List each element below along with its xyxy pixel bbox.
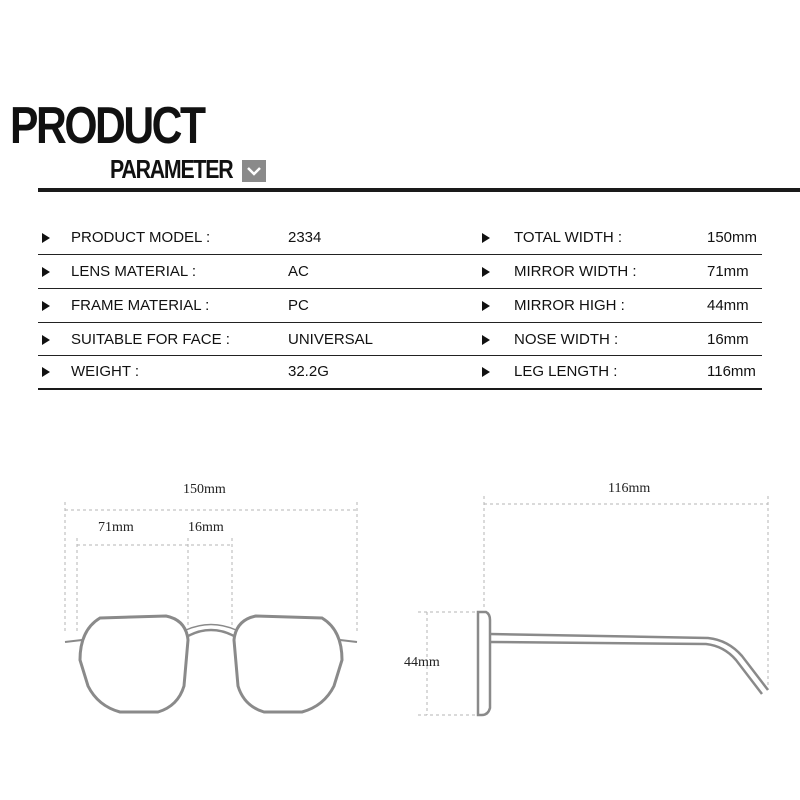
- dim-label-leg-length: 116mm: [608, 481, 651, 496]
- param-value: 71mm: [707, 263, 749, 280]
- param-value: PC: [288, 297, 309, 314]
- param-label: LENS MATERIAL :: [71, 263, 197, 280]
- param-label: MIRROR WIDTH :: [514, 263, 637, 280]
- dim-label-lens-width: 71mm: [98, 520, 134, 535]
- parameter-subtitle: PARAMETER: [110, 154, 233, 184]
- param-label: MIRROR HIGH :: [514, 297, 625, 314]
- dim-label-lens-height: 44mm: [404, 655, 440, 670]
- param-value: 2334: [288, 229, 322, 246]
- dim-label-total-width: 150mm: [183, 482, 226, 497]
- glasses-front-view: [65, 616, 357, 712]
- param-label: LEG LENGTH :: [514, 363, 618, 380]
- param-value: AC: [288, 263, 309, 280]
- dim-label-nose-width: 16mm: [188, 520, 224, 535]
- param-label: FRAME MATERIAL :: [71, 297, 210, 314]
- glasses-side-view: [478, 612, 768, 715]
- param-label: PRODUCT MODEL :: [71, 229, 211, 246]
- param-label: NOSE WIDTH :: [514, 331, 619, 348]
- param-value: UNIVERSAL: [288, 331, 374, 348]
- param-value: 44mm: [707, 297, 749, 314]
- param-value: 116mm: [707, 363, 756, 380]
- param-label: TOTAL WIDTH :: [514, 229, 623, 246]
- param-value: 150mm: [707, 229, 758, 246]
- param-label: WEIGHT :: [71, 363, 140, 380]
- param-label: SUITABLE FOR FACE :: [71, 331, 230, 348]
- product-title: PRODUCT: [10, 97, 204, 155]
- param-value: 32.2G: [288, 363, 329, 380]
- param-value: 16mm: [707, 331, 749, 348]
